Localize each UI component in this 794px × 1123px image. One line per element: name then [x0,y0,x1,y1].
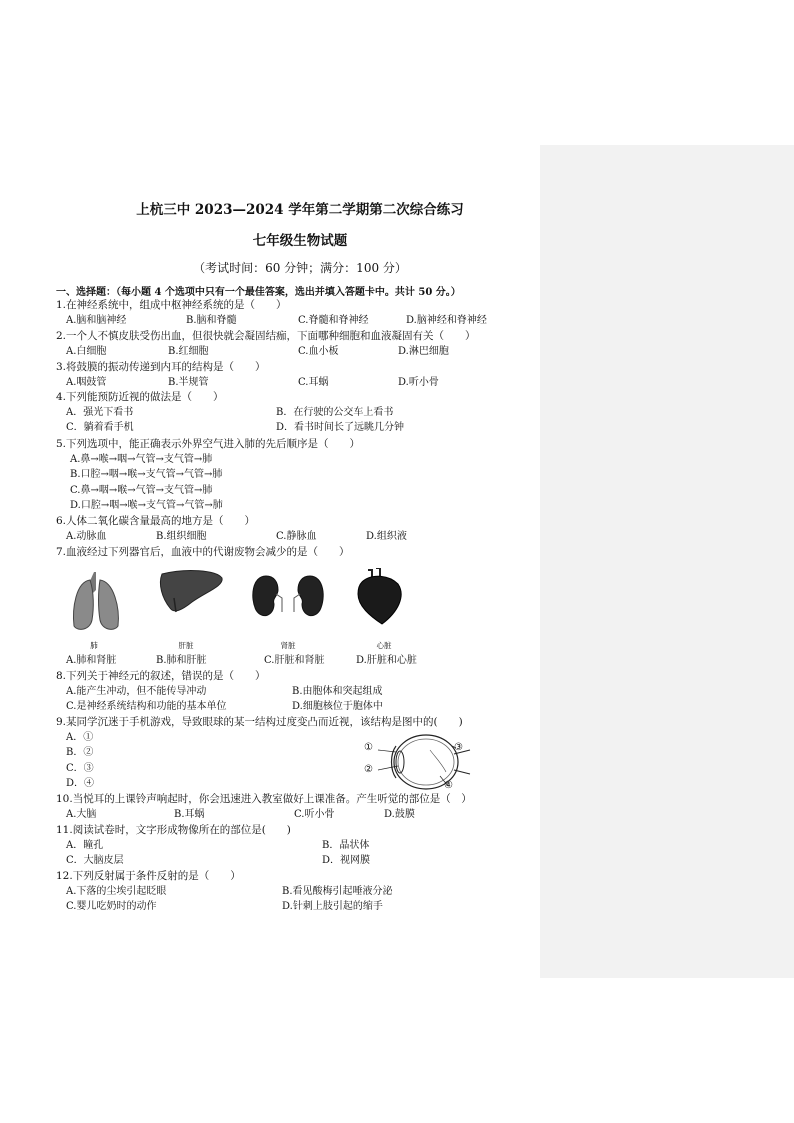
exam-title: 上杭三中 2023—2024 学年第二学期第二次综合练习 [136,202,464,218]
question-5: 5.下列选项中，能正确表示外界空气进入肺的先后顺序是（ ） [56,438,361,450]
q11-option-c: C．大脑皮层 [66,855,124,866]
q5-option-a: A.鼻→喉→咽→气管→支气管→肺 [70,454,213,465]
q3-option-d: D.听小骨 [398,377,439,388]
q7-option-a: A.肺和肾脏 [66,655,117,666]
q8-option-b: B.由胞体和突起组成 [292,686,383,697]
q11-option-a: A．瞳孔 [66,840,104,851]
q8-option-d: D.细胞核位于胞体中 [292,701,383,712]
question-9: 9.某同学沉迷于手机游戏，导致眼球的某一结构过度变凸而近视，该结构是图中的( ) [56,716,463,728]
q5-option-c: C.鼻→咽→喉→气管→支气管→肺 [70,485,213,496]
lung-icon [74,572,119,629]
question-10: 10.当悦耳的上课铃声响起时，你会迅速进入教室做好上课准备。产生听觉的部位是（ ） [56,793,472,805]
q12-option-c: C.婴儿吃奶时的动作 [66,901,157,912]
question-12: 12.下列反射属于条件反射的是（ ） [56,870,241,882]
q6-option-d: D.组织液 [366,531,407,542]
organ-label-lung: 肺 [90,641,98,650]
q10-option-d: D.鼓膜 [384,809,415,820]
q12-option-d: D.针刺上肢引起的缩手 [282,901,383,912]
question-1: 1.在神经系统中，组成中枢神经系统的是（ ） [56,299,287,311]
q7-option-b: B.肺和肝脏 [156,655,207,666]
q11-option-b: B．晶状体 [322,840,370,851]
q11-option-d: D．视网膜 [322,855,371,866]
q4-option-c: C．躺着看手机 [66,422,134,433]
exam-info: （考试时间：60 分钟；满分：100 分） [193,261,407,275]
q9-option-a: A．① [66,732,94,743]
section-heading: 一、选择题：（每小题 4 个选项中只有一个最佳答案，选出并填入答题卡中。共计 50 分。） [56,287,461,298]
q3-option-a: A.咽鼓管 [66,377,107,388]
liver-icon [160,571,222,612]
organ-label-heart: 心脏 [376,641,392,650]
q9-option-b: B．② [66,747,94,758]
eye-label-2: ② [364,764,373,775]
q10-option-a: A.大脑 [66,809,97,820]
q1-option-b: B.脑和脊髓 [186,315,237,326]
q10-option-c: C.听小骨 [294,809,335,820]
eye-label-1: ① [364,742,373,753]
q7-option-c: C.肝脏和肾脏 [264,655,325,666]
question-8: 8.下列关于神经元的叙述，错误的是（ ） [56,670,266,682]
q4-option-b: B．在行驶的公交车上看书 [276,407,394,418]
q6-option-b: B.组织细胞 [156,531,207,542]
q1-option-a: A.脑和脑神经 [66,315,127,326]
q4-option-a: A．强光下看书 [66,407,134,418]
q9-option-d: D．④ [66,778,95,789]
question-11: 11.阅读试卷时，文字形成物像所在的部位是( ) [56,824,291,836]
question-4: 4.下列能预防近视的做法是（ ） [56,391,224,403]
q9-option-c: C．③ [66,763,94,774]
question-3: 3.将鼓膜的振动传递到内耳的结构是（ ） [56,361,266,373]
q12-option-b: B.看见酸梅引起唾液分泌 [282,886,393,897]
q2-option-b: B.红细胞 [168,346,209,357]
q2-option-d: D.淋巴细胞 [398,346,449,357]
q1-option-d: D.脑神经和脊神经 [406,315,487,326]
organ-label-liver: 肝脏 [178,641,194,650]
q7-option-d: D.肝脏和心脏 [356,655,417,666]
q8-option-a: A.能产生冲动，但不能传导冲动 [66,686,207,697]
q6-option-a: A.动脉血 [66,531,107,542]
q5-option-d: D.口腔→咽→喉→支气管→气管→肺 [70,500,223,511]
organ-figures [66,568,426,638]
eye-label-4: ④ [444,780,453,791]
q10-option-b: B.耳蜗 [174,809,205,820]
q1-option-c: C.脊髓和脊神经 [298,315,369,326]
q4-option-d: D．看书时间长了远眺几分钟 [276,422,405,433]
q6-option-c: C.静脉血 [276,531,317,542]
kidney-icon [253,576,323,616]
q2-option-c: C.血小板 [298,346,339,357]
question-7: 7.血液经过下列器官后，血液中的代谢废物会减少的是（ ） [56,546,350,558]
eye-label-3: ③ [454,742,463,753]
q5-option-b: B.口腔→咽→喉→支气管→气管→肺 [70,469,223,480]
heart-icon [358,568,401,624]
q8-option-c: C.是神经系统结构和功能的基本单位 [66,701,227,712]
q2-option-a: A.白细胞 [66,346,107,357]
organ-label-kidney: 肾脏 [280,641,296,650]
exam-subtitle: 七年级生物试题 [252,233,348,249]
q3-option-c: C.耳蜗 [298,377,329,388]
q3-option-b: B.半规管 [168,377,209,388]
question-2: 2.一个人不慎皮肤受伤出血，但很快就会凝固结痂，下面哪种细胞和血液凝固有关（ ） [56,330,476,342]
question-6: 6.人体二氧化碳含量最高的地方是（ ） [56,515,256,527]
q12-option-a: A.下落的尘埃引起眨眼 [66,886,167,897]
